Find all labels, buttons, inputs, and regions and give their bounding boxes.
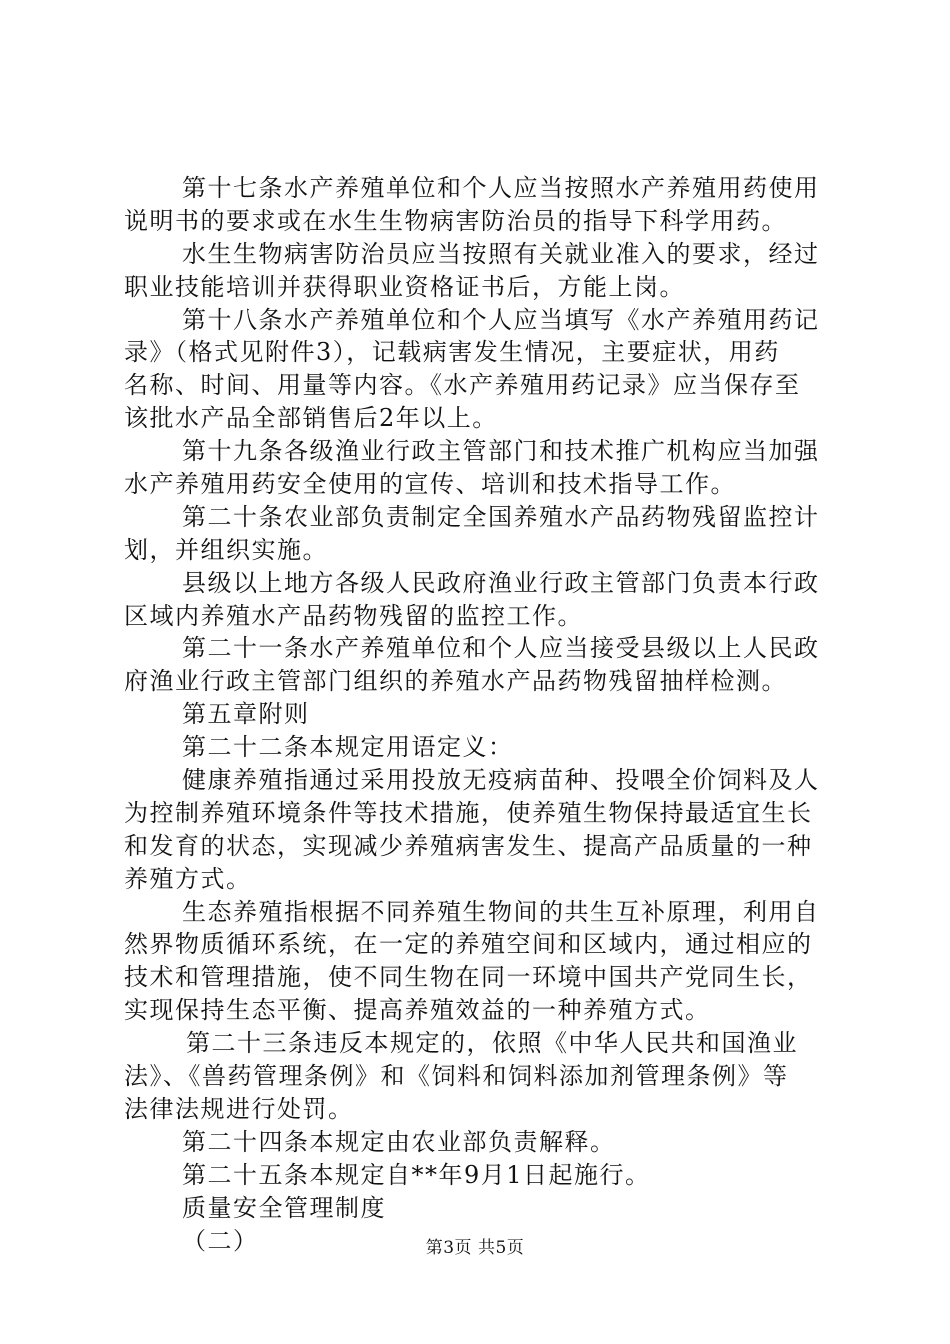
document-line: 府渔业行政主管部门组织的养殖水产品药物残留抽样检测。 — [124, 667, 787, 696]
document-line: 法》、《兽药管理条例》和《饲料和饲料添加剂管理条例》等 — [124, 1062, 789, 1091]
document-line: 质量安全管理制度 — [182, 1193, 386, 1222]
document-line: 为控制养殖环境条件等技术措施，使养殖生物保持最适宜生长 — [124, 798, 813, 827]
document-line: 第二十四条本规定由农业部负责解释。 — [182, 1127, 616, 1156]
document-line: 法律法规进行处罚。 — [124, 1094, 354, 1123]
document-line: 第二十条农业部负责制定全国养殖水产品药物残留监控计 — [182, 502, 820, 531]
document-line: 录》（格式见附件3），记载病害发生情况，主要症状，用药 — [124, 338, 780, 367]
document-line: 第五章附则 — [182, 700, 310, 729]
document-line: 第十七条水产养殖单位和个人应当按照水产养殖用药使用 — [182, 174, 820, 202]
document-line: 该批水产品全部销售后2年以上。 — [124, 404, 498, 433]
document-line: 职业技能培训并获得职业资格证书后，方能上岗。 — [124, 272, 685, 301]
document-line: 第二十二条本规定用语定义： — [182, 733, 514, 762]
document-line: 第十八条水产养殖单位和个人应当填写《水产养殖用药记 — [182, 305, 820, 334]
document-line: 第十九条各级渔业行政主管部门和技术推广机构应当加强 — [182, 437, 820, 466]
document-line: 说明书的要求或在水生生物病害防治员的指导下科学用药。 — [124, 206, 787, 235]
document-line: 划，并组织实施。 — [124, 535, 328, 564]
document-line: 生态养殖指根据不同养殖生物间的共生互补原理，利用自 — [182, 897, 820, 926]
document-line: 第二十一条水产养殖单位和个人应当接受县级以上人民政 — [182, 634, 820, 663]
document-line: 第二十五条本规定自**年9月1日起施行。 — [182, 1160, 651, 1189]
document-line: 技术和管理措施，使不同生物在同一环境中国共产党同生长， — [124, 963, 813, 992]
document-line: 然界物质循环系统，在一定的养殖空间和区域内，通过相应的 — [124, 930, 813, 959]
document-line: 和发育的状态，实现减少养殖病害发生、提高产品质量的一种 — [124, 831, 813, 860]
document-line: 名称、时间、用量等内容。《水产养殖用药记录》应当保存至 — [124, 371, 801, 400]
document-line: 实现保持生态平衡、提高养殖效益的一种养殖方式。 — [124, 996, 711, 1025]
document-line: 健康养殖指通过采用投放无疫病苗种、投喂全价饲料及人 — [182, 766, 820, 795]
document-line: 水产养殖用药安全使用的宣传、培训和技术指导工作。 — [124, 470, 736, 499]
page-footer: 第3页 共5页 — [425, 1238, 525, 1258]
document-line: 区域内养殖水产品药物残留的监控工作。 — [124, 601, 583, 630]
document-line: （二） — [182, 1226, 259, 1255]
document-line: 水生生物病害防治员应当按照有关就业准入的要求，经过 — [182, 239, 820, 268]
document-body — [124, 172, 844, 1257]
document-line: 养殖方式。 — [124, 864, 252, 893]
document-line: 第二十三条违反本规定的，依照《中华人民共和国渔业 — [186, 1029, 798, 1058]
document-line: 县级以上地方各级人民政府渔业行政主管部门负责本行政 — [182, 568, 820, 597]
